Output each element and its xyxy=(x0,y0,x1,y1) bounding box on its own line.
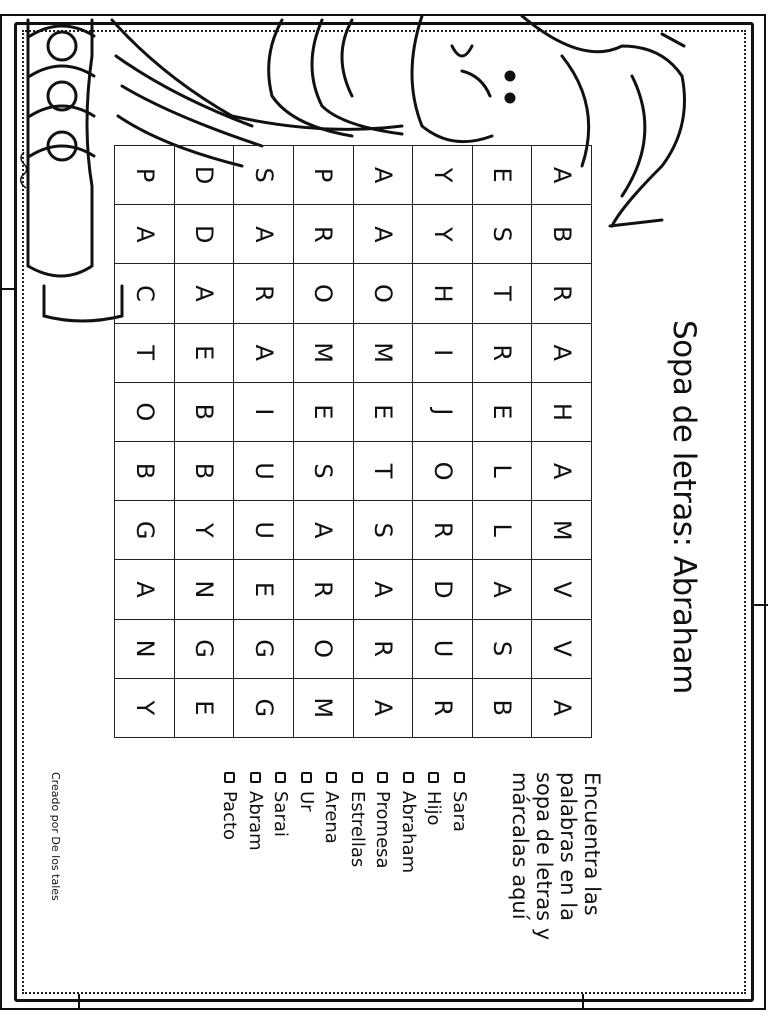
grid-row xyxy=(234,146,294,738)
checkbox-icon[interactable] xyxy=(403,772,414,783)
grid-cell: D xyxy=(413,560,473,619)
grid-cell: A xyxy=(532,441,592,500)
word-label: Abram xyxy=(245,791,266,851)
grid-cell: G xyxy=(174,619,234,678)
word-list-item xyxy=(345,772,371,873)
grid-cell: A xyxy=(115,560,175,619)
grid-cell: R xyxy=(353,619,413,678)
grid-cell: O xyxy=(294,264,354,323)
grid-row xyxy=(353,146,413,738)
grid-row xyxy=(294,146,354,738)
word-list-item xyxy=(243,772,269,873)
checkbox-icon[interactable] xyxy=(301,772,312,783)
grid-cell: A xyxy=(472,560,532,619)
grid-cell: O xyxy=(413,441,473,500)
grid-cell: G xyxy=(234,619,294,678)
checkbox-icon[interactable] xyxy=(454,772,465,783)
grid-cell: H xyxy=(532,382,592,441)
grid-row xyxy=(115,146,175,738)
word-label: Hijo xyxy=(423,791,445,826)
checkbox-icon[interactable] xyxy=(275,772,286,783)
grid-cell: Y xyxy=(413,146,473,205)
grid-cell: B xyxy=(174,382,234,441)
grid-cell: A xyxy=(353,678,413,737)
grid-cell: L xyxy=(472,501,532,560)
word-list-item xyxy=(447,772,473,873)
grid-cell: M xyxy=(532,501,592,560)
word-list-item xyxy=(319,772,345,873)
grid-cell: D xyxy=(174,205,234,264)
grid-cell: M xyxy=(353,323,413,382)
grid-cell: M xyxy=(294,323,354,382)
grid-cell: S xyxy=(472,619,532,678)
grid-cell: R xyxy=(294,560,354,619)
grid-row xyxy=(532,146,592,738)
grid-cell: P xyxy=(115,146,175,205)
grid-cell: E xyxy=(174,323,234,382)
grid-cell: A xyxy=(353,560,413,619)
grid-cell: E xyxy=(294,382,354,441)
checkbox-icon[interactable] xyxy=(352,772,363,783)
grid-cell: H xyxy=(413,264,473,323)
artist-signature xyxy=(14,150,34,190)
grid-cell: O xyxy=(353,264,413,323)
grid-cell: N xyxy=(174,560,234,619)
grid-cell: R xyxy=(413,501,473,560)
grid-cell: A xyxy=(532,678,592,737)
checkbox-icon[interactable] xyxy=(428,772,439,783)
grid-cell: E xyxy=(472,146,532,205)
word-label: Sara xyxy=(449,791,470,832)
grid-cell: B xyxy=(532,205,592,264)
grid-cell: P xyxy=(294,146,354,205)
grid-cell: A xyxy=(353,205,413,264)
grid-cell: A xyxy=(532,146,592,205)
word-list-item xyxy=(294,772,320,873)
grid-cell: E xyxy=(174,678,234,737)
grid-cell: A xyxy=(234,323,294,382)
word-label: Pacto xyxy=(219,791,241,841)
grid-cell: A xyxy=(532,323,592,382)
grid-cell: C xyxy=(115,264,175,323)
grid-cell: M xyxy=(294,678,354,737)
grid-cell: D xyxy=(174,146,234,205)
grid-cell: U xyxy=(234,441,294,500)
grid-cell: E xyxy=(353,382,413,441)
credit-text: Creado por De los tales xyxy=(49,772,62,901)
word-list xyxy=(217,772,472,873)
word-label: Sarai xyxy=(270,791,292,837)
grid-cell: A xyxy=(174,264,234,323)
grid-cell: A xyxy=(294,501,354,560)
grid-cell: B xyxy=(115,441,175,500)
grid-cell: A xyxy=(234,205,294,264)
grid-cell: S xyxy=(353,501,413,560)
grid-cell: A xyxy=(115,205,175,264)
grid-row xyxy=(174,146,234,738)
checkbox-icon[interactable] xyxy=(250,772,261,783)
grid-cell: V xyxy=(532,560,592,619)
word-label: Estrellas xyxy=(347,791,368,868)
grid-cell: O xyxy=(294,619,354,678)
grid-cell: T xyxy=(472,264,532,323)
grid-cell: T xyxy=(115,323,175,382)
word-search-grid xyxy=(114,145,592,738)
worksheet-title: Sopa de letras: Abraham xyxy=(666,320,702,694)
grid-cell: V xyxy=(532,619,592,678)
word-list-item xyxy=(396,772,422,873)
grid-cell: L xyxy=(472,441,532,500)
grid-cell: R xyxy=(234,264,294,323)
word-label: Arena xyxy=(321,791,343,844)
grid-cell: G xyxy=(115,501,175,560)
checkbox-icon[interactable] xyxy=(326,772,337,783)
grid-cell: T xyxy=(353,441,413,500)
grid-cell: Y xyxy=(413,205,473,264)
grid-cell: J xyxy=(413,382,473,441)
grid-cell: S xyxy=(294,441,354,500)
grid-cell: I xyxy=(413,323,473,382)
grid-cell: R xyxy=(413,678,473,737)
grid-cell: B xyxy=(174,441,234,500)
grid-cell: Y xyxy=(115,678,175,737)
grid-row xyxy=(413,146,473,738)
grid-cell: S xyxy=(472,205,532,264)
checkbox-icon[interactable] xyxy=(224,772,235,783)
word-label: Promesa xyxy=(372,791,394,869)
word-list-item xyxy=(268,772,294,873)
grid-cell: B xyxy=(472,678,532,737)
grid-cell: A xyxy=(353,146,413,205)
grid-cell: U xyxy=(234,501,294,560)
grid-cell: R xyxy=(532,264,592,323)
word-list-item xyxy=(217,772,243,873)
grid-cell: U xyxy=(413,619,473,678)
grid-cell: O xyxy=(115,382,175,441)
grid-cell: S xyxy=(234,146,294,205)
word-list-item xyxy=(421,772,447,873)
grid-cell: E xyxy=(234,560,294,619)
grid-cell: I xyxy=(234,382,294,441)
grid-cell: G xyxy=(234,678,294,737)
grid-row xyxy=(472,146,532,738)
checkbox-icon[interactable] xyxy=(377,772,388,783)
grid-cell: R xyxy=(294,205,354,264)
word-label: Ur xyxy=(296,791,317,812)
instructions-text: Encuentra las palabras en la sopa de letras y márcalas aquí xyxy=(508,772,604,941)
word-list-item xyxy=(370,772,396,873)
grid-cell: R xyxy=(472,323,532,382)
grid-cell: Y xyxy=(174,501,234,560)
grid-cell: E xyxy=(472,382,532,441)
word-label: Abraham xyxy=(398,791,419,874)
grid-cell: N xyxy=(115,619,175,678)
